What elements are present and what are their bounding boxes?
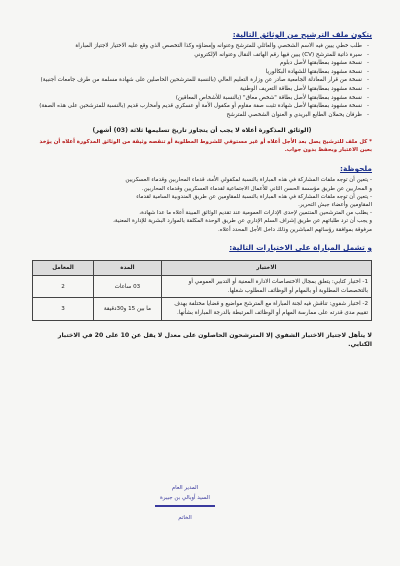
signature-stamp	[120, 483, 250, 523]
col-duration: المدة	[94, 260, 162, 275]
remarks-line: مرفوقة بموافقة رؤسائهم المباشرين وذلك داخل الأجل المحدد أعلاه.	[217, 226, 372, 233]
remarks-line: و يجب أن ترد طلباتهم عن طريق إشراف السلم الإداري عن طريق الوحدة المكلفة بالموارد البشرية للإدارة المعنية،	[113, 218, 372, 225]
remarks-line: - يتعين أن توجه ملفات المشاركة في هذه المباراة بالنسبة لمكفولي الأمة، قدماء المحاربين وقدماء العسكريين	[125, 177, 372, 184]
signature-title: المدير العام	[171, 485, 199, 491]
remarks-line: - يطلب من المترشحين المنتمين لإحدى الإدارات العمومية عند تقديم الوثائق المبينة أعلاه ما عدا شهادة،	[139, 210, 372, 217]
remarks-line: المقاومين وأعضاء جيش التحرير.	[298, 201, 372, 208]
exams-table	[32, 260, 372, 321]
docs-list	[32, 42, 372, 119]
signature-name: السيد أوبالي بن جبيرة	[160, 495, 210, 501]
signature-stroke-icon	[155, 505, 215, 507]
docs-item: - نسخة مشهود بمطابقتها لأصل دبلوم	[32, 59, 362, 68]
closing-note: لا يتأهل لاجتياز الاختبار الشفوي إلا المترشحون الحاصلون على معدل لا يقل عن 10 على 20 في الاختبار الكتابي.	[57, 331, 372, 348]
remarks-line: - يتعين أن توجه ملفات المشاركة في هذه المباراة بالنسبة للمقاومين عن طريق المندوبية السامية لقدماء	[136, 193, 372, 200]
docs-item: - نسخة مشهود بمطابقتها للشهادة البكالوريا	[32, 68, 362, 77]
docs-heading: يتكون ملف الترشيح من الوثائق التالية:	[232, 30, 372, 39]
docs-item: - نسخة من قرار المعادلة الجامعية صادر عن وزارة التعليم العالي (بالنسبة للمترشحين الحاصلين على شهادة مسلمة من طرف جامعات أجنبية)	[32, 76, 362, 85]
table-row	[33, 275, 372, 298]
exams-header-row	[33, 260, 372, 275]
col-coefficient: المعامل	[33, 260, 94, 275]
docs-item: - نسخة مشهود بمطابقتها لأصل بطاقة التعريف الوطنية	[32, 85, 362, 94]
late-file-warning: * كل ملف للترشيح يصل بعد الأجل أعلاه أو غير مستوفي للشروط المطلوبة أو تنقصه وثيقة من الوثائق المذكورة أعلاه أن يؤخذ بعين الاعتبار وبحفظ بدون جواب.	[39, 139, 372, 154]
exam-coefficient: 2	[33, 275, 94, 298]
docs-item: - نسخة مشهود بمطابقتها لأصل شهادة تثبت صفة مقاوم أو مكفول الأمة أو عسكري قديم وأمحارب قديم (بالنسبة للمترشحين على هذه الصفة)	[32, 102, 362, 111]
exam-duration: ما بين 15 و30دقيقة	[94, 298, 162, 321]
exams-heading: و تشمل المباراة على الاختبارات التالية:	[229, 242, 372, 252]
docs-item: - طلب خطي يبين فيه الاسم الشخصي والعائلي للمترشح وعنوانه وإمضاؤه وكذا التخصص الذي وقع عليه الاختيار لاجتياز المباراة	[32, 42, 362, 51]
exam-description: 1- اختبار كتابي: يتعلق بمجال الاختصاصات الادارة المعنية أو التدبير العمومي أو بالتخصصات المطلوبة أو بالمهام أو الوظائف المطلوب شغلها.	[161, 275, 371, 298]
docs-item: - نسخة مشهود بمطابقتها لأصل بطاقة "شخص معاق" (بالنسبة للأشخاص المعاقين)	[32, 94, 362, 103]
exam-duration: 03 ساعات	[94, 275, 162, 298]
signature-footer: الخاتم	[178, 515, 192, 521]
remarks-heading: ملحوظة:	[340, 164, 372, 174]
table-row	[33, 298, 372, 321]
exam-coefficient: 3	[33, 298, 94, 321]
validity-note: (الوثائق المذكورة أعلاه لا يجب أن يتجاوز تاريخ تسليمها ثلاثة (03) أشهر)	[92, 127, 312, 135]
exam-description: 2- اختبار شفوي: تناقش فيه لجنة المباراة مع المترشح مواضيع و قضايا مختلفة بهدف تقييم مدى قدرته على ممارسة المهام أو الوظائف المرتبطة بالدرجة المباراة بشأنها.	[161, 298, 371, 321]
remarks-line: و المحاربين عن طريق مؤسسة الحسن الثاني للأعمال الاجتماعية لقدماء العسكريين وقدماء المحاربين.	[141, 185, 372, 192]
remarks-body	[32, 176, 372, 233]
docs-item: - سيرة ذاتية للمترشح (CV) يبين فيها رقم الهاتف النقال وعنوانه الإلكتروني	[32, 51, 362, 60]
col-test: الاختبار	[161, 260, 371, 275]
docs-item: - ظرفان يحملان الطابع البريدي و العنوان الشخصي للمترشح	[32, 111, 362, 120]
